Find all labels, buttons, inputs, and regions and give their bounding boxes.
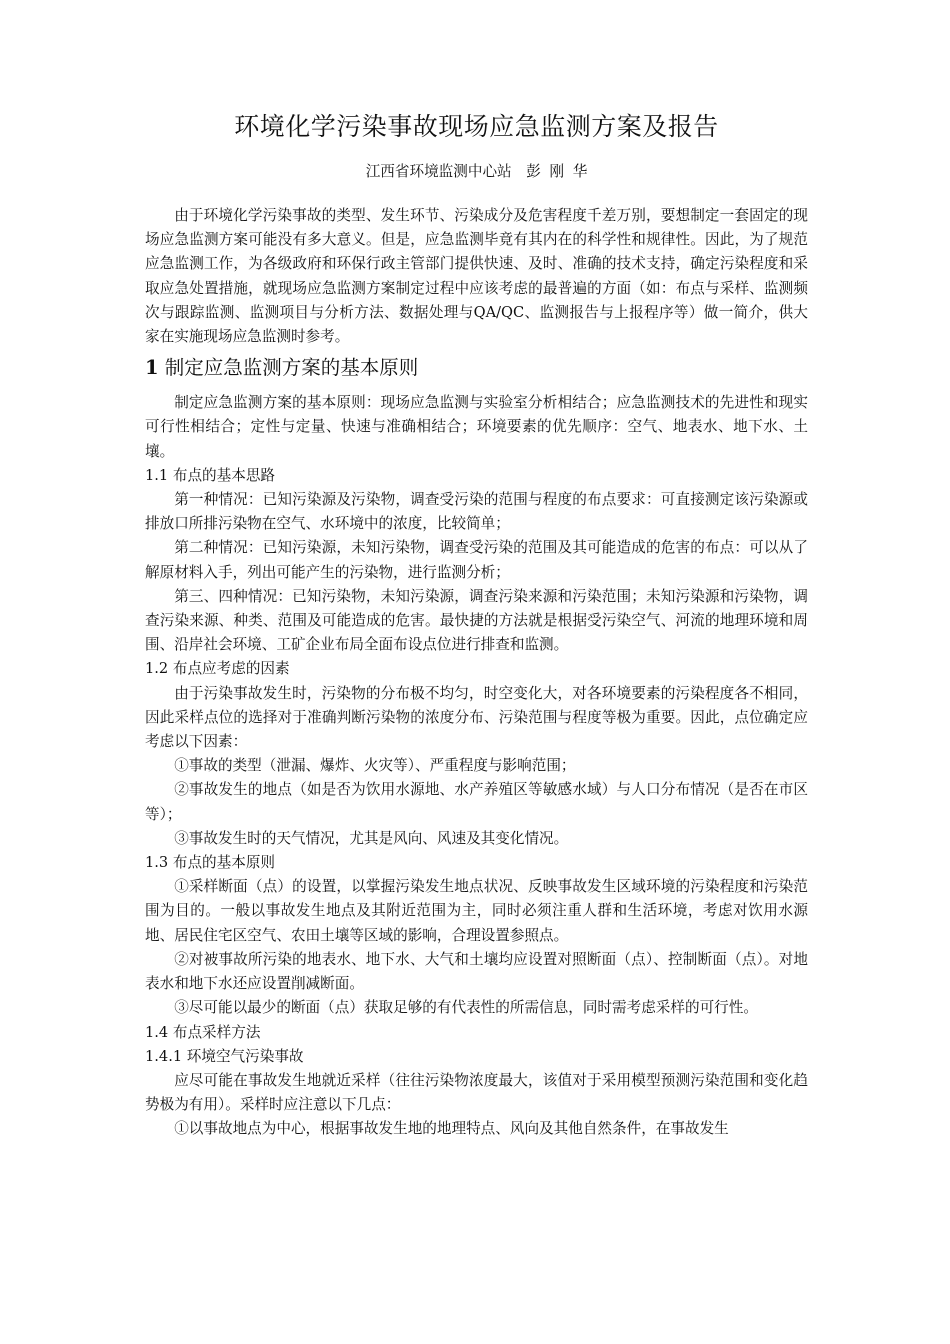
section-1-4-1-heading: 1.4.1 环境空气污染事故	[145, 1047, 304, 1065]
section-1-1-paragraph-3: 第三、四种情况：已知污染物，未知污染源，调查污染来源和污染范围；未知污染源和污染物，调查污染来源、种类、范围及可能造成的危害。最快捷的方法就是根据受污染空气、河流的地理环境和周围、沿岸社会环境、工矿企业布局全面布设点位进行排查和监测。	[145, 587, 808, 654]
section-1-2-paragraph-1: 由于污染事故发生时，污染物的分布极不均匀，时空变化大，对各环境要素的污染程度各不相同，因此采样点位的选择对于准确判断污染物的浓度分布、污染范围与程度等极为重要。因此，点位确定应考虑以下因素：	[145, 684, 808, 751]
section-1-heading	[145, 351, 808, 385]
section-1-2-paragraph-3: ②事故发生的地点（如是否为饮用水源地、水产养殖区等敏感水域）与人口分布情况（是否在市区等）；	[145, 781, 808, 823]
section-1-1-paragraph-2: 第二种情况：已知污染源，未知污染物，调查受污染的范围及其可能造成的危害的布点：可以从了解原材料入手，列出可能产生的污染物，进行监测分析；	[145, 539, 808, 581]
document-title: 环境化学污染事故现场应急监测方案及报告	[234, 112, 719, 141]
section-1-3-paragraph-1: ①采样断面（点）的设置，以掌握污染发生地点状况、反映事故发生区域环境的污染程度和污染范围为目的。一般以事故发生地点及其附近范围为主，同时必须注重人群和生活环境，考虑对饮用水源地、居民住宅区空气、农田土壤等区域的影响，合理设置参照点。	[145, 878, 808, 944]
section-1-3-paragraph-3: ③尽可能以最少的断面（点）获取足够的有代表性的所需信息，同时需考虑采样的可行性。	[174, 999, 758, 1017]
section-1-2-heading: 1.2 布点应考虑的因素	[145, 660, 290, 678]
section-1-title: 制定应急监测方案的基本原则	[164, 356, 419, 380]
section-1-4-1-paragraph-1: 应尽可能在事故发生地就近采样（往往污染物浓度最大，该值对于采用模型预测污染范围和变化趋势极为有用）。采样时应注意以下几点：	[145, 1071, 808, 1114]
section-1-4-1-paragraph-2: ①以事故地点为中心，根据事故发生地的地理特点、风向及其他自然条件，在事故发生	[174, 1120, 729, 1138]
document-author: 江西省环境监测中心站 彭 刚 华	[365, 163, 588, 180]
section-1-1-heading: 1.1 布点的基本思路	[145, 466, 276, 484]
section-1-4-heading: 1.4 布点采样方法	[145, 1023, 261, 1041]
section-1-2-paragraph-4: ③事故发生时的天气情况，尤其是风向、风速及其变化情况。	[174, 829, 569, 847]
section-1-3-heading: 1.3 布点的基本原则	[145, 854, 276, 872]
intro-paragraph: 由于环境化学污染事故的类型、发生环节、污染成分及危害程度千差万别，要想制定一套固定的现场应急监测方案可能没有多大意义。但是，应急监测毕竟有其内在的科学性和规律性。因此，为了规范应急监测工作，为各级政府和环保行政主管部门提供快速、及时、准确的技术支持，确定污染程度和采取应急处置措施，就现场应急监测方案制定过程中应该考虑的最普遍的方面（如：布点与采样、监测频次与跟踪监测、监测项目与分析方法、数据处理与QA/QC、监测报告与上报程序等）做一简介，供大家在实施现场应急监测时参考。	[145, 207, 808, 346]
section-1-number: 1	[145, 356, 159, 380]
section-1-paragraph: 制定应急监测方案的基本原则：现场应急监测与实验室分析相结合；应急监测技术的先进性和现实可行性相结合；定性与定量、快速与准确相结合；环境要素的优先顺序：空气、地表水、地下水、土壤。	[145, 394, 808, 460]
section-1-2-paragraph-2: ①事故的类型（泄漏、爆炸、火灾等）、严重程度与影响范围；	[174, 757, 576, 775]
section-1-1-paragraph-1: 第一种情况：已知污染源及污染物，调查受污染的范围与程度的布点要求：可直接测定该污染源或排放口所排污染物在空气、水环境中的浓度，比较简单；	[145, 491, 808, 533]
section-1-3-paragraph-2: ②对被事故所污染的地表水、地下水、大气和土壤均应设置对照断面（点）、控制断面（点）。对地表水和地下水还应设置削减断面。	[145, 950, 808, 993]
document-page	[145, 110, 808, 1142]
